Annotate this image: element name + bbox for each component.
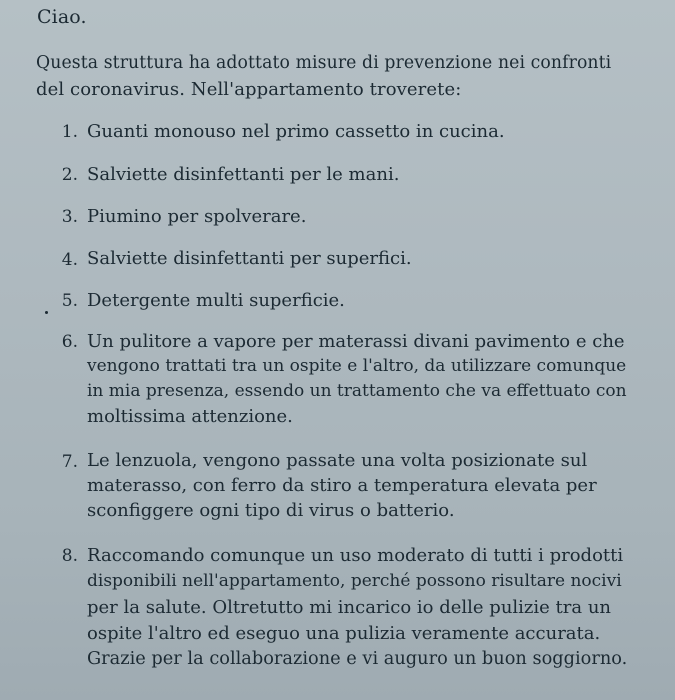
item-line: Detergente multi superficie.	[87, 290, 345, 311]
item-number: 2.	[61, 165, 78, 185]
item-line: Salviette disinfettanti per superfici.	[87, 248, 412, 269]
item-number: 1.	[61, 122, 78, 142]
item-number: 7.	[61, 452, 78, 472]
item-line: per la salute. Oltretutto mi incarico io delle pulizie tra un	[87, 597, 612, 618]
item-number: 4.	[61, 250, 78, 270]
item-line: Un pulitore a vapore per materassi divani pavimento e che	[87, 331, 625, 352]
item-line: Le lenzuola, vengono passate una volta posizionate sul	[87, 450, 588, 471]
item-line: disponibili nell'appartamento, perché possono risultare nocivi	[87, 571, 622, 591]
item-line: sconfiggere ogni tipo di virus o batterio.	[87, 500, 455, 521]
item-line: Raccomando comunque un uso moderato di tutti i prodotti	[87, 545, 624, 566]
item-line: materasso, con ferro da stiro a temperatura elevata per	[87, 475, 597, 496]
item-line: Piumino per spolverare.	[87, 206, 307, 227]
item-line: Guanti monouso nel primo cassetto in cucina.	[87, 121, 505, 142]
item-number: 8.	[61, 546, 78, 566]
greeting: Ciao.	[37, 6, 87, 28]
ink-dot	[45, 311, 48, 314]
intro-line-2: del coronavirus. Nell'appartamento troverete:	[36, 79, 462, 100]
item-line: Grazie per la collaborazione e vi auguro un buon soggiorno.	[87, 649, 628, 669]
item-number: 5.	[61, 291, 78, 311]
item-line: moltissima attenzione.	[87, 406, 293, 427]
item-number: 6.	[61, 332, 78, 352]
intro-line-1: Questa struttura ha adottato misure di prevenzione nei confronti	[36, 53, 612, 73]
item-line: in mia presenza, essendo un trattamento che va effettuato con	[87, 381, 627, 401]
item-line: ospite l'altro ed eseguo una pulizia veramente accurata.	[87, 623, 601, 644]
item-line: Salviette disinfettanti per le mani.	[87, 164, 400, 185]
item-number: 3.	[61, 207, 78, 227]
item-line: vengono trattati tra un ospite e l'altro, da utilizzare comunque	[87, 356, 627, 376]
